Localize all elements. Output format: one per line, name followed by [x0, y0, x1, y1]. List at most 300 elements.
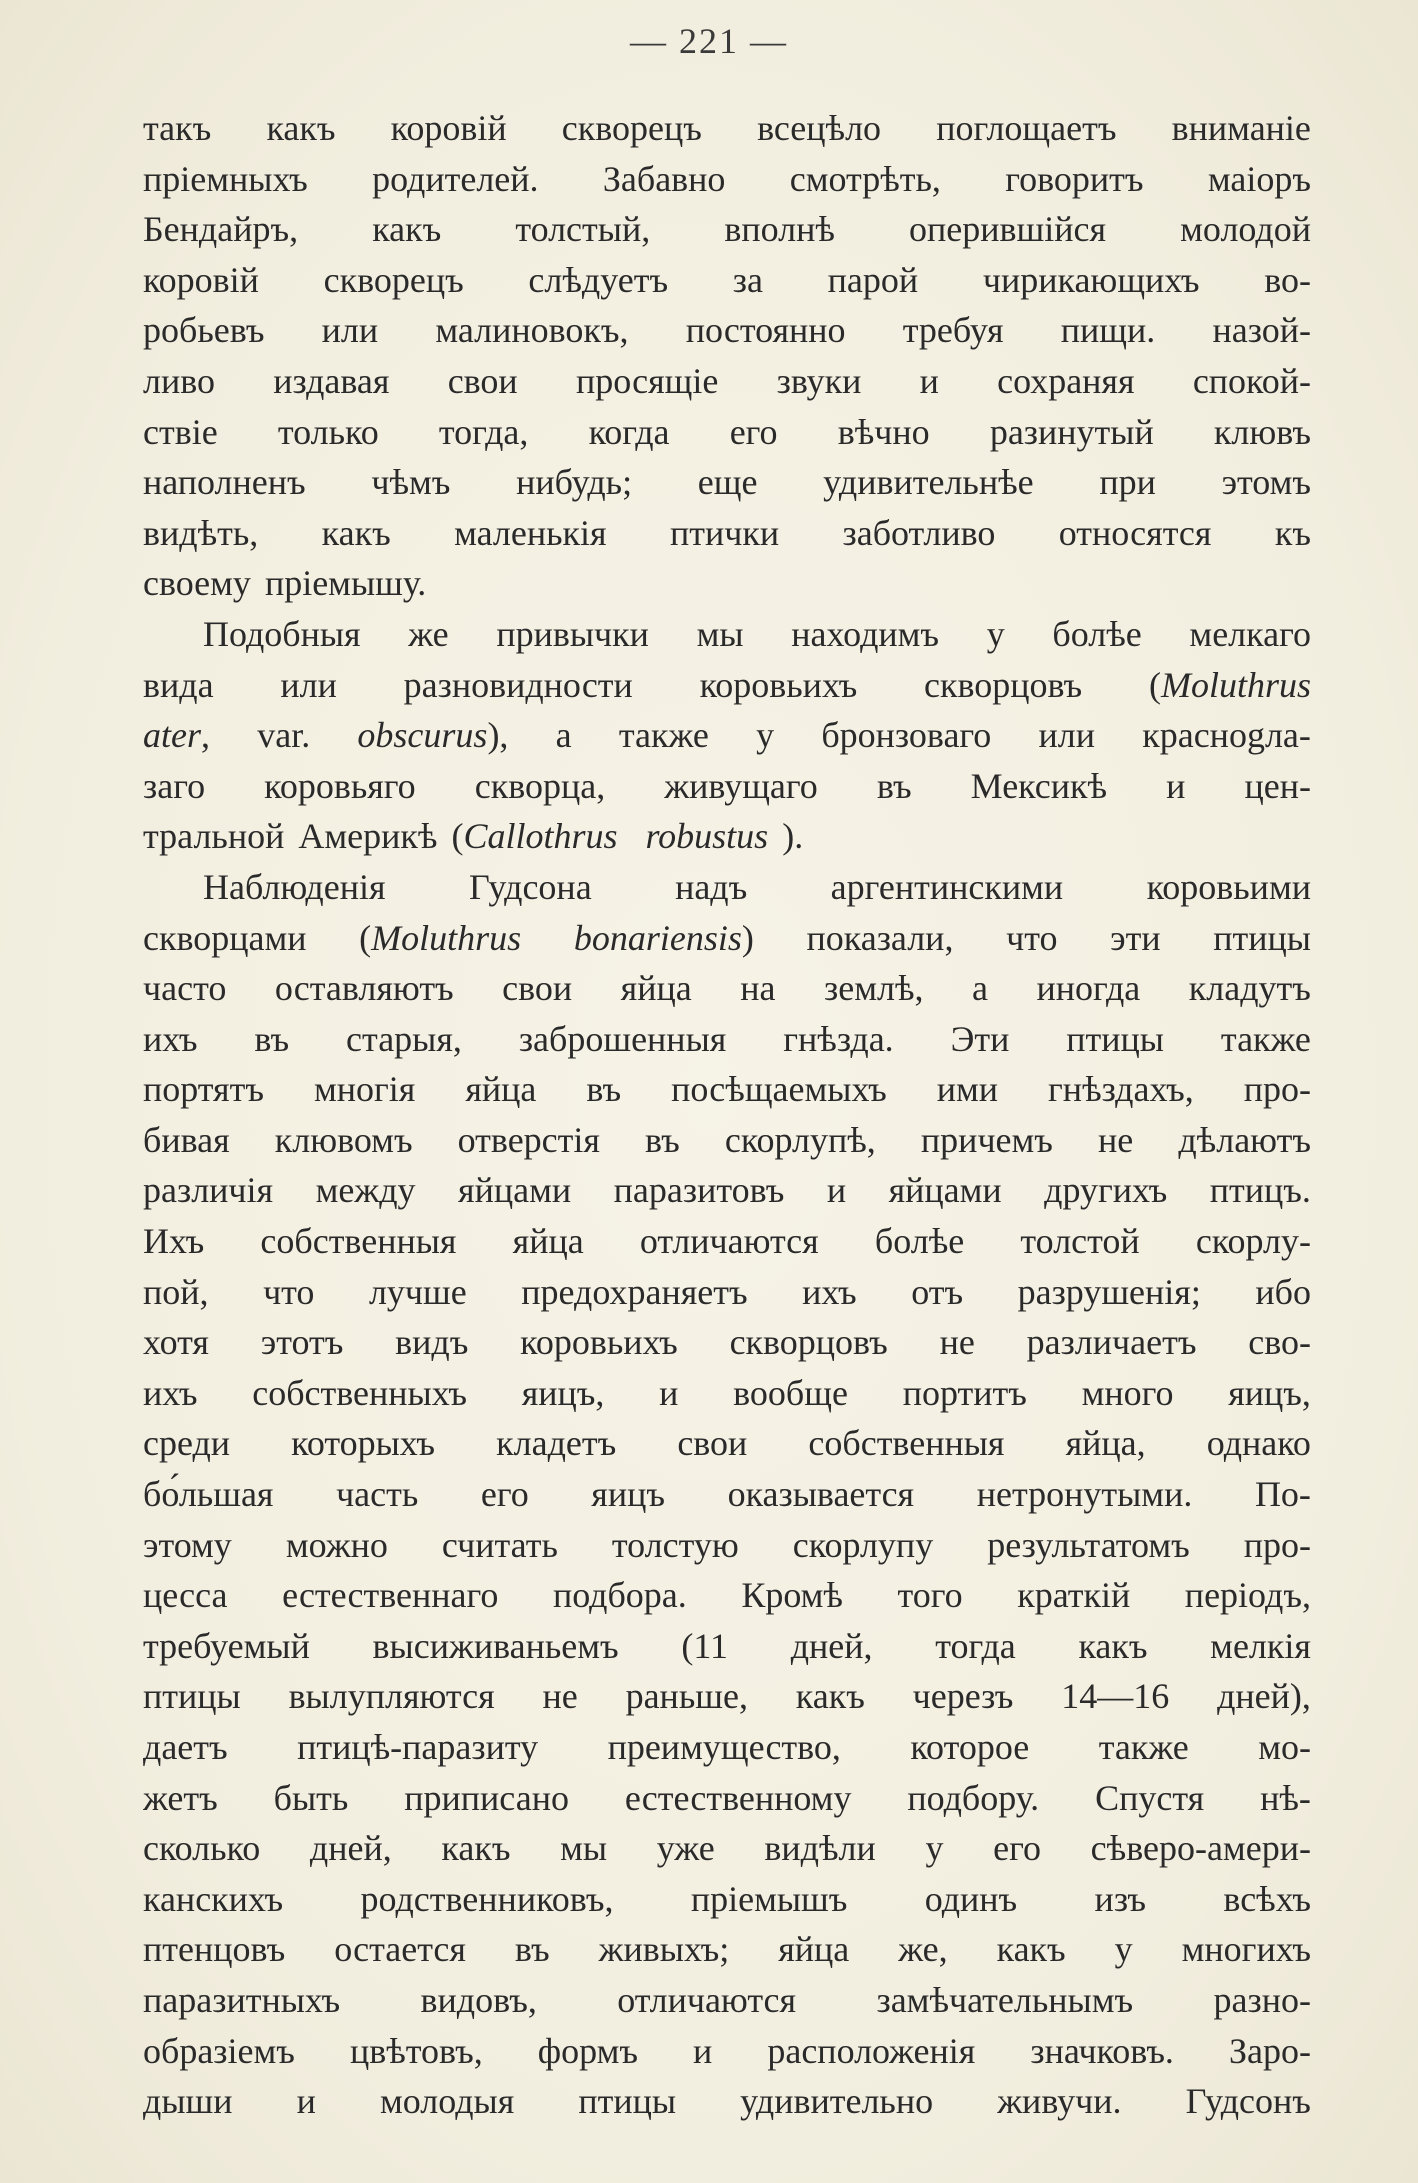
word: на — [740, 968, 776, 1009]
word: еще — [697, 462, 758, 503]
text-line — [143, 1317, 1311, 1368]
word: дыши — [143, 2081, 233, 2122]
text-line — [143, 1671, 1311, 1722]
word: про- — [1243, 1069, 1311, 1110]
word: назой- — [1212, 310, 1311, 351]
word: за — [732, 259, 763, 300]
text-line — [143, 1064, 1311, 1115]
word: оказывается — [727, 1474, 915, 1515]
text-line — [143, 1570, 1311, 1621]
text-line — [143, 1165, 1311, 1216]
word: также — [1098, 1727, 1189, 1767]
latin-name: ater — [143, 715, 201, 756]
word: такъ — [143, 108, 212, 148]
word: отличаются — [639, 1221, 819, 1262]
word: другихъ — [1044, 1170, 1168, 1211]
word: var. — [257, 715, 311, 756]
text-line — [143, 407, 1311, 458]
word: формъ — [537, 2030, 638, 2071]
word: въ — [514, 1929, 550, 1970]
word: среди — [143, 1423, 231, 1464]
word: канскихъ — [143, 1878, 284, 1919]
text-line — [143, 1823, 1311, 1874]
text-line — [143, 1469, 1311, 1520]
word: тогда — [935, 1625, 1016, 1666]
word: что — [1006, 917, 1058, 958]
word: сво- — [1248, 1322, 1311, 1363]
word: скорлупѣ, — [724, 1119, 876, 1160]
word: пріемышу. — [264, 563, 427, 604]
word: 14—16 — [1061, 1676, 1170, 1717]
text-line — [143, 710, 1311, 761]
text-line — [143, 204, 1311, 255]
latin-name: obscurus — [357, 715, 488, 756]
word: остается — [334, 1929, 466, 1970]
word: что — [263, 1271, 315, 1312]
word: подбору. — [907, 1777, 1040, 1818]
word: гнѣздахъ, — [1048, 1069, 1194, 1110]
word: птицъ. — [1209, 1170, 1311, 1211]
word: ихъ — [802, 1271, 857, 1312]
word: скорлупу — [792, 1524, 934, 1565]
word: видъ — [395, 1322, 469, 1363]
word: яйца, — [1065, 1423, 1146, 1464]
word: сохраняя — [997, 360, 1135, 401]
text-line — [143, 2026, 1311, 2077]
word: многихъ — [1181, 1929, 1311, 1970]
word: землѣ, — [824, 968, 924, 1009]
word: какъ — [266, 108, 336, 148]
word: показали, — [806, 917, 954, 958]
word: птицы — [1213, 917, 1311, 958]
word: всецѣло — [757, 108, 882, 148]
word: эти — [1110, 917, 1161, 958]
word: или — [1038, 715, 1096, 756]
word: скворецъ — [323, 259, 464, 300]
word: уже — [656, 1828, 715, 1869]
word: болѣе — [874, 1221, 965, 1262]
word: вылупляются — [288, 1676, 495, 1717]
word: не — [939, 1322, 975, 1363]
word: отъ — [911, 1271, 964, 1312]
word: коровьихъ — [520, 1322, 678, 1363]
word: яйца — [620, 968, 692, 1009]
word: Забавно — [602, 158, 726, 199]
word: яицъ, — [521, 1372, 605, 1413]
word: коровьяго — [264, 765, 416, 806]
word: слѣдуетъ — [528, 259, 669, 300]
word: старыя, — [346, 1018, 462, 1059]
word: поглощаетъ — [936, 108, 1117, 148]
word: многія — [313, 1069, 416, 1110]
word: различаетъ — [1026, 1322, 1197, 1363]
word: ливо — [143, 360, 215, 401]
text-line — [143, 1368, 1311, 1419]
text-line — [143, 1722, 1311, 1773]
word: раньше, — [625, 1676, 748, 1717]
word: родителей. — [372, 158, 539, 199]
word: яйцами — [888, 1170, 1002, 1211]
word: какъ — [441, 1828, 511, 1869]
word: также — [618, 715, 709, 756]
word: тогда, — [438, 411, 529, 452]
word: птицѣ-паразиту — [297, 1727, 539, 1767]
word: оперившійся — [909, 209, 1107, 250]
word: вниманіе — [1171, 108, 1311, 148]
word: причемъ — [920, 1119, 1053, 1160]
word: robustus ). — [646, 811, 804, 862]
word: скорлу- — [1195, 1221, 1311, 1262]
word: Заро- — [1228, 2030, 1311, 2071]
word: ствіе — [143, 411, 218, 452]
word: и — [659, 1372, 679, 1413]
text-line — [143, 1520, 1311, 1571]
word: маіоръ — [1207, 158, 1311, 199]
word: цвѣтовъ, — [349, 2030, 483, 2071]
word: или — [321, 310, 379, 351]
word: также — [1220, 1018, 1311, 1059]
word: видѣли — [764, 1828, 876, 1869]
word: издавая — [273, 360, 390, 401]
word: дней, — [790, 1625, 873, 1666]
text-line — [143, 255, 1311, 306]
word: различія — [143, 1170, 274, 1211]
word: (11 — [681, 1625, 729, 1666]
word: ими — [936, 1069, 999, 1110]
text-line — [143, 1773, 1311, 1824]
word: яйца — [465, 1069, 537, 1110]
word: у — [925, 1828, 944, 1869]
word: аргентинскими — [830, 866, 1064, 907]
word: требуя — [902, 310, 1004, 351]
word: какъ — [321, 512, 391, 553]
word: часть — [336, 1474, 419, 1515]
word: кладутъ — [1188, 968, 1311, 1009]
word: же — [408, 613, 449, 654]
word: птички — [670, 512, 780, 553]
word: яицъ, — [1228, 1372, 1311, 1413]
word: живучи. — [997, 2081, 1122, 2122]
word: періодъ, — [1184, 1575, 1311, 1616]
word: отличаются — [617, 1979, 797, 2020]
word: Наблюденія — [203, 866, 386, 907]
text-line — [143, 913, 1311, 964]
word: вполнѣ — [724, 209, 835, 250]
word: всѣхъ — [1223, 1878, 1311, 1919]
word: лучше — [368, 1271, 467, 1312]
text-line — [143, 1216, 1311, 1267]
word: собственныя — [260, 1221, 457, 1262]
word: яйца — [778, 1929, 850, 1970]
word: толстую — [611, 1524, 739, 1565]
word: ихъ — [143, 1372, 198, 1413]
word: Эти — [950, 1018, 1010, 1059]
word: молодыя — [379, 2081, 515, 2122]
word: портятъ — [143, 1069, 264, 1110]
word: въ — [586, 1069, 622, 1110]
word: яицъ — [591, 1474, 666, 1515]
word: Америкѣ — [298, 816, 438, 857]
word: Гудсонъ — [1185, 2081, 1311, 2122]
word: собственныя — [808, 1423, 1005, 1464]
word: собственныхъ — [252, 1372, 467, 1413]
word: клювомъ — [274, 1119, 413, 1160]
word: которое — [910, 1727, 1030, 1767]
word: предохраняетъ — [521, 1271, 748, 1312]
word: болѣе — [1052, 613, 1142, 654]
word: тральной — [143, 816, 285, 857]
word: чирикающихъ — [982, 259, 1200, 300]
word: у — [756, 715, 775, 756]
word: черезъ — [912, 1676, 1014, 1717]
word: мелкія — [1210, 1625, 1311, 1666]
word: малиновокъ, — [435, 310, 629, 351]
word: нетронутыми. — [976, 1474, 1193, 1515]
word: спокой- — [1192, 360, 1311, 401]
text-line — [143, 103, 1311, 154]
word: паразитовъ — [613, 1170, 785, 1211]
word: же, — [898, 1929, 948, 1970]
word: цесса — [143, 1575, 228, 1616]
word: скворецъ — [561, 108, 702, 148]
text-line — [143, 558, 1311, 609]
word: замѣчательнымъ — [876, 1979, 1134, 2020]
word: посѣщаемыхъ — [671, 1069, 887, 1110]
word: при — [1099, 462, 1156, 503]
word: у — [1114, 1929, 1133, 1970]
word: сѣверо-амери- — [1090, 1828, 1311, 1869]
word: въ — [254, 1018, 290, 1059]
word: про- — [1243, 1524, 1311, 1565]
word: надъ — [675, 866, 748, 907]
word: значковъ. — [1030, 2030, 1174, 2071]
word: чѣмъ — [371, 462, 451, 503]
word: паразитныхъ — [143, 1979, 341, 2020]
word: нѣ- — [1260, 1777, 1311, 1818]
word: ибо — [1255, 1271, 1311, 1312]
word: сколько — [143, 1828, 261, 1869]
word: парой — [827, 259, 919, 300]
word: иногда — [1036, 968, 1141, 1009]
word: пищи. — [1060, 310, 1156, 351]
word: свои — [502, 968, 573, 1009]
word: одинъ — [924, 1878, 1018, 1919]
word: разинутый — [989, 411, 1154, 452]
word: бивая — [143, 1119, 230, 1160]
word: наполненъ — [143, 462, 306, 503]
word: портитъ — [902, 1372, 1027, 1413]
word: естественному — [624, 1777, 852, 1818]
word: можно — [285, 1524, 388, 1565]
word: коровій — [143, 259, 259, 300]
word: разрушенія; — [1017, 1271, 1201, 1312]
word: и — [826, 1170, 847, 1211]
word: маленькія — [454, 512, 607, 553]
word: много — [1081, 1372, 1174, 1413]
text-line — [143, 660, 1311, 711]
word: скворцами — [143, 917, 307, 958]
text-line — [143, 305, 1311, 356]
word: какъ — [996, 1929, 1066, 1970]
word: дней, — [309, 1828, 392, 1869]
word: считать — [441, 1524, 558, 1565]
word: пріемныхъ — [143, 158, 308, 199]
word: bonariensis) — [574, 913, 754, 964]
text-line — [143, 1267, 1311, 1318]
word: однако — [1206, 1423, 1311, 1464]
word: краснogла- — [1142, 715, 1311, 756]
word: у — [986, 613, 1005, 654]
word: къ — [1274, 512, 1311, 553]
word: этотъ — [260, 1322, 344, 1363]
word: не — [542, 1676, 578, 1717]
word: Кромѣ — [741, 1575, 843, 1616]
word: Ихъ — [143, 1221, 205, 1262]
text-line — [143, 356, 1311, 407]
word: этомъ — [1221, 462, 1311, 503]
word: По- — [1254, 1474, 1311, 1515]
word: въ — [645, 1119, 680, 1160]
word: кладетъ — [496, 1423, 617, 1464]
word: яйцами — [458, 1170, 572, 1211]
word: относятся — [1058, 512, 1212, 553]
word: своему — [143, 563, 251, 604]
word: скворцовъ — [923, 664, 1083, 705]
word: звуки — [776, 360, 862, 401]
word: смотрѣть, — [789, 158, 941, 199]
word: клювъ — [1213, 411, 1311, 452]
text-line — [143, 1418, 1311, 1469]
word: пой, — [143, 1271, 209, 1312]
word: какъ — [795, 1676, 865, 1717]
word: коровій — [390, 108, 507, 148]
text-line — [143, 963, 1311, 1014]
word: толстый, — [515, 209, 651, 250]
latin-name: robustus — [645, 816, 769, 857]
word: мы — [560, 1828, 608, 1869]
word: только — [277, 411, 379, 452]
word: удивительно — [740, 2081, 934, 2122]
word: привычки — [496, 613, 649, 654]
word: приписано — [404, 1777, 569, 1818]
word: хотя — [143, 1322, 209, 1363]
word: Подобныя — [203, 613, 361, 654]
word: видѣть, — [143, 512, 259, 553]
word: расположенія — [767, 2030, 976, 2071]
text-line — [143, 1924, 1311, 1975]
word: птицы — [143, 1676, 241, 1717]
word: постоянно — [685, 310, 846, 351]
body-text — [143, 103, 1311, 2127]
text-line — [143, 1621, 1311, 1672]
word: гнѣзда. — [783, 1018, 894, 1059]
word: преимущество, — [607, 1727, 841, 1767]
word: его — [729, 411, 778, 452]
word: коровьихъ — [699, 664, 858, 705]
word: Мексикѣ — [970, 765, 1108, 806]
word: подбора. — [552, 1575, 687, 1616]
text-line — [143, 761, 1311, 812]
word: говоритъ — [1005, 158, 1144, 199]
word: (Moluthrus — [359, 913, 521, 964]
word: образіемъ — [143, 2030, 295, 2071]
word: птицы — [578, 2081, 677, 2122]
word: бо́льшая — [143, 1474, 274, 1515]
word: жетъ — [143, 1777, 218, 1818]
word: Гудсона — [468, 866, 592, 907]
word: отверстія — [457, 1119, 600, 1160]
word: не — [1098, 1119, 1134, 1160]
word: бронзоваго — [821, 715, 992, 756]
word: яйца — [512, 1221, 584, 1262]
word: живущаго — [664, 765, 818, 806]
word: разновидности — [403, 664, 633, 705]
word: коровьими — [1146, 866, 1311, 907]
word: требуемый — [143, 1625, 310, 1666]
text-line — [143, 862, 1311, 913]
word: скворца, — [474, 765, 606, 806]
text-line — [143, 457, 1311, 508]
word: (Moluthrus — [1149, 660, 1311, 711]
word: птенцовъ — [143, 1929, 286, 1970]
word: заброшенныя — [518, 1018, 727, 1059]
word: obscurus), — [357, 710, 508, 761]
word: оставляютъ — [274, 968, 454, 1009]
text-line — [143, 1874, 1311, 1925]
word: даетъ — [143, 1727, 228, 1767]
word: ater, — [143, 710, 210, 761]
word: которыхъ — [291, 1423, 436, 1464]
word: быть — [273, 1777, 349, 1818]
page-number: — 221 — — [630, 21, 788, 61]
word: а — [972, 968, 988, 1009]
word: естественнаго — [282, 1575, 499, 1616]
word: родственниковъ, — [360, 1878, 614, 1919]
word: заботливо — [842, 512, 996, 553]
word: разно- — [1213, 1979, 1311, 2020]
word: нибудь; — [516, 462, 633, 503]
word: какъ — [372, 209, 442, 250]
word: и — [296, 2081, 316, 2122]
word: мо- — [1258, 1727, 1311, 1767]
word: во- — [1264, 259, 1311, 300]
word: ихъ — [143, 1018, 198, 1059]
word: часто — [143, 968, 227, 1009]
latin-name: bonariensis — [573, 917, 742, 958]
word: Бендайръ, — [143, 209, 299, 250]
word: свои — [677, 1423, 748, 1464]
word: какъ — [1078, 1625, 1148, 1666]
text-line — [143, 2076, 1311, 2127]
word: мелкаго — [1189, 613, 1311, 654]
text-line — [143, 811, 1311, 862]
latin-name: Callothrus — [463, 816, 618, 857]
word: результатомъ — [987, 1524, 1190, 1565]
word: того — [897, 1575, 963, 1616]
word: высиживаньемъ — [372, 1625, 619, 1666]
word: живыхъ; — [598, 1929, 730, 1970]
word: птицы — [1066, 1018, 1164, 1059]
text-line — [143, 154, 1311, 205]
word: просящіе — [575, 360, 719, 401]
word: вида — [143, 664, 214, 705]
text-line — [143, 1014, 1311, 1065]
text-line — [143, 1975, 1311, 2026]
word: этому — [143, 1524, 232, 1565]
text-line — [143, 609, 1311, 660]
word: находимъ — [791, 613, 940, 654]
word: толстой — [1020, 1221, 1140, 1262]
